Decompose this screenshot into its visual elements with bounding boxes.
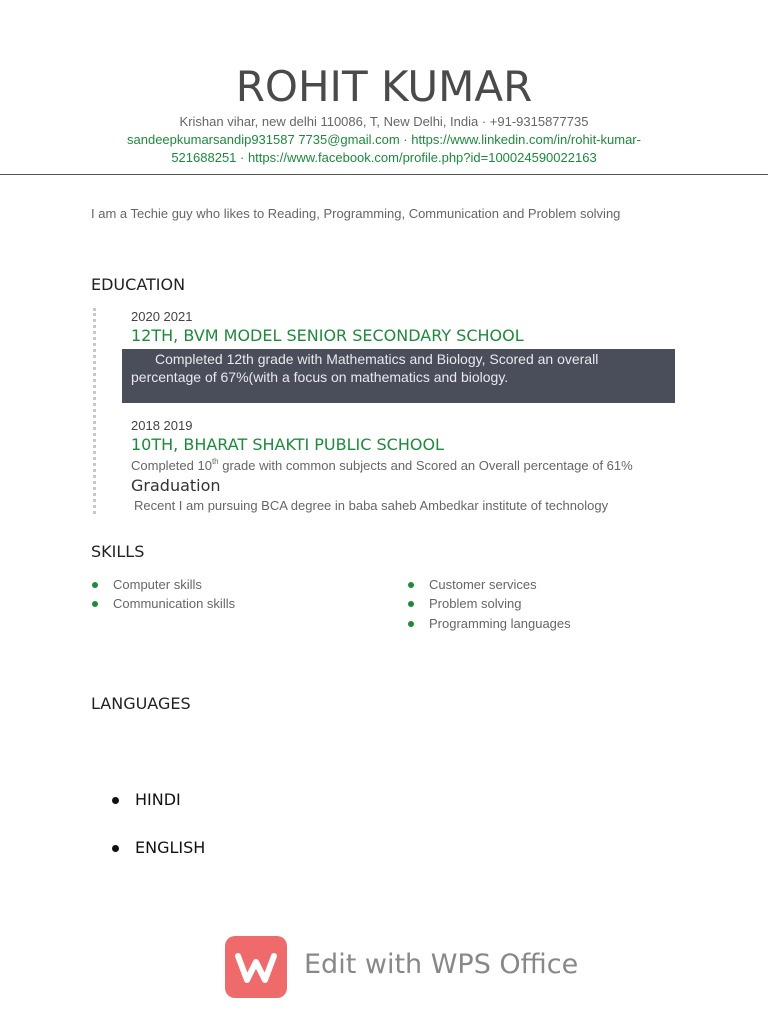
skill-item — [429, 577, 537, 592]
skill-item — [429, 616, 571, 631]
bullet-icon — [408, 582, 414, 588]
edu-desc-1 — [131, 350, 671, 386]
edit-with-wps-label[interactable]: Edit with WPS Office — [304, 949, 579, 980]
skill-item — [113, 577, 202, 592]
skill-item — [113, 596, 235, 611]
edu-desc-1-line1: Completed 12th grade with Mathematics and Biology, Scored an overall — [155, 351, 599, 367]
edu-desc-2 — [131, 458, 633, 473]
skill-label: Communication skills — [113, 596, 236, 611]
language-item — [135, 790, 181, 809]
edu-dates-2: 2018 2019 — [131, 418, 193, 433]
edu-school-2: 10TH, BHARAT SHAKTI PUBLIC SCHOOL — [131, 435, 444, 454]
skill-label: Problem solving — [429, 596, 522, 611]
contact-links-line1[interactable]: sandeepkumarsandip931587 7735@gmail.com · https://www.linkedin.com/in/rohit-kumar- — [127, 132, 641, 147]
wps-logo-icon[interactable] — [225, 936, 287, 998]
edu-dates-1: 2020 2021 — [131, 309, 193, 324]
skill-label: Customer services — [429, 577, 537, 592]
skills-heading: SKILLS — [91, 542, 145, 561]
languages-heading: LANGUAGES — [91, 694, 191, 713]
language-label: HINDI — [135, 790, 181, 809]
contact-address-phone: Krishan vihar, new delhi 110086, T, New Delhi, India · +91-9315877735 — [179, 114, 589, 129]
skill-label: Computer skills — [113, 577, 202, 592]
edu-desc-2-pre: Completed 10 — [131, 458, 212, 473]
summary-text: I am a Techie guy who likes to Reading, Programming, Communication and Problem solving — [91, 206, 621, 221]
edu-desc-2-post: grade with common subjects and Scored an Overall percentage of 61% — [218, 458, 633, 473]
skill-item — [429, 596, 522, 611]
wps-w-icon — [225, 936, 287, 998]
edu-desc-1-line2: percentage of 67%(with a focus on mathematics and biology. — [131, 369, 509, 385]
education-heading: EDUCATION — [91, 275, 186, 294]
header-divider — [0, 174, 768, 175]
bullet-icon — [92, 601, 98, 607]
bullet-icon — [408, 621, 414, 627]
edu-desc-2-sup: th — [211, 457, 219, 466]
graduation-desc: Recent I am pursuing BCA degree in baba saheb Ambedkar institute of technology — [134, 498, 609, 513]
bullet-icon — [408, 601, 414, 607]
contact-links-line2[interactable]: 521688251 · https://www.facebook.com/profile.php?id=100024590022163 — [171, 150, 597, 165]
edu-school-1: 12TH, BVM MODEL SENIOR SECONDARY SCHOOL — [131, 326, 524, 345]
bullet-icon — [112, 845, 119, 852]
bullet-icon — [112, 797, 119, 804]
graduation-title: Graduation — [131, 476, 221, 495]
bullet-icon — [92, 582, 98, 588]
language-item — [135, 838, 205, 857]
resume-name: ROHIT KUMAR — [235, 62, 533, 111]
skill-label: Programming languages — [429, 616, 571, 631]
language-label: ENGLISH — [135, 838, 206, 857]
education-timeline — [93, 308, 96, 514]
